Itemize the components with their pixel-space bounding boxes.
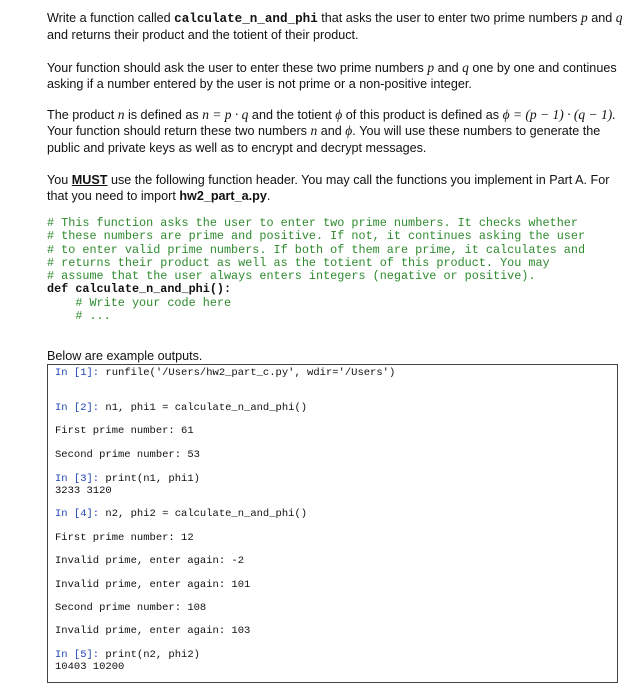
console-line (55, 402, 307, 414)
text: . (266, 189, 271, 204)
console-line: 10403 10200 (55, 661, 125, 673)
text: of this product is defined as (342, 108, 503, 122)
text: Write a function called (47, 11, 175, 25)
function-name: calculate_n_and_phi (174, 12, 318, 26)
math-n: n (310, 123, 318, 139)
text: and the totient (248, 108, 336, 122)
text: The product (47, 108, 118, 122)
console-text: runfile('/Users/hw2_part_c.py', wdir='/Users') (99, 367, 396, 379)
console-line: Second prime number: 108 (55, 602, 207, 614)
code-comment: # returns their product as well as the totient of this product. You may (47, 255, 550, 270)
definition-paragraph (47, 107, 627, 156)
examples-label: Below are example outputs. (47, 349, 203, 363)
console-line: Invalid prime, enter again: 103 (55, 625, 251, 637)
function-header-code (47, 217, 585, 323)
code-comment: # Write your code here (47, 295, 232, 310)
def-line: def calculate_n_and_phi(): (47, 282, 232, 297)
console-line (55, 473, 200, 485)
console-text: print(n1, phi1) (99, 473, 200, 485)
math-phi: ϕ (335, 107, 343, 122)
prompt: In [4]: (55, 508, 100, 520)
prompt: In [2]: (55, 402, 100, 414)
console-text: n1, phi1 = calculate_n_and_phi() (99, 402, 308, 414)
console-line: Invalid prime, enter again: 101 (55, 579, 251, 591)
text: and returns their product and the totient of their product. (47, 28, 359, 43)
text: You (47, 173, 72, 187)
text: that asks the user to enter two prime numbers (317, 11, 581, 25)
text: Your function should ask the user to enter these two prime numbers (47, 61, 428, 75)
console-text: n2, phi2 = calculate_n_and_phi() (99, 508, 308, 520)
import-filename: hw2_part_a.py (179, 189, 267, 204)
math-p: p (427, 60, 435, 75)
prompt: In [3]: (55, 473, 100, 485)
console-line (55, 367, 395, 379)
code-comment: # to enter valid prime numbers. If both of them are prime, it calculates and (47, 242, 586, 257)
text: and (587, 11, 616, 25)
prompt: In [1]: (55, 367, 100, 379)
console-line: Invalid prime, enter again: -2 (55, 555, 245, 567)
code-comment: # assume that the user always enters integers (negative or positive). (47, 269, 536, 284)
math-q: q (462, 60, 469, 75)
console-line: Second prime number: 53 (55, 449, 200, 461)
text: and (434, 61, 463, 75)
code-comment: # ... (47, 309, 111, 324)
text: is defined as (124, 108, 203, 122)
math-phi: ϕ (345, 123, 353, 139)
product-equation: n = p · q (202, 107, 249, 122)
code-comment: # This function asks the user to enter two prime numbers. It checks whether (47, 216, 578, 230)
console-line (55, 508, 307, 520)
text: Your function should return these two numbers (47, 124, 311, 139)
ask-paragraph (47, 60, 627, 93)
console-text: print(n2, phi2) (99, 649, 200, 661)
math-n: n (117, 107, 125, 122)
prompt: In [5]: (55, 649, 100, 661)
intro-paragraph (47, 10, 627, 44)
text: use the following function header. You may call the functions you implement in Part A. For that you need to import (47, 173, 610, 204)
text: . You will use these numbers to generate the public and private keys as well as to encrypt and decrypt messages. (47, 124, 601, 155)
console-line: First prime number: 12 (55, 532, 194, 544)
must-emphasis: MUST (71, 173, 108, 187)
header-instruction-paragraph (47, 172, 627, 205)
console-line: 3233 3120 (55, 485, 112, 497)
totient-equation: ϕ = (p − 1) · (q − 1). (502, 107, 616, 122)
text: and (317, 124, 346, 139)
math-q: q (615, 10, 623, 25)
console-output-box (47, 364, 618, 683)
text: one by one and continues asking if a number entered by the user is not prime or a non-positive integer. (47, 61, 617, 92)
console-line (55, 649, 200, 661)
code-comment: # these numbers are prime and positive. If not, it continues asking the user (47, 229, 586, 244)
math-p: p (580, 10, 588, 25)
console-line: First prime number: 61 (55, 425, 194, 437)
